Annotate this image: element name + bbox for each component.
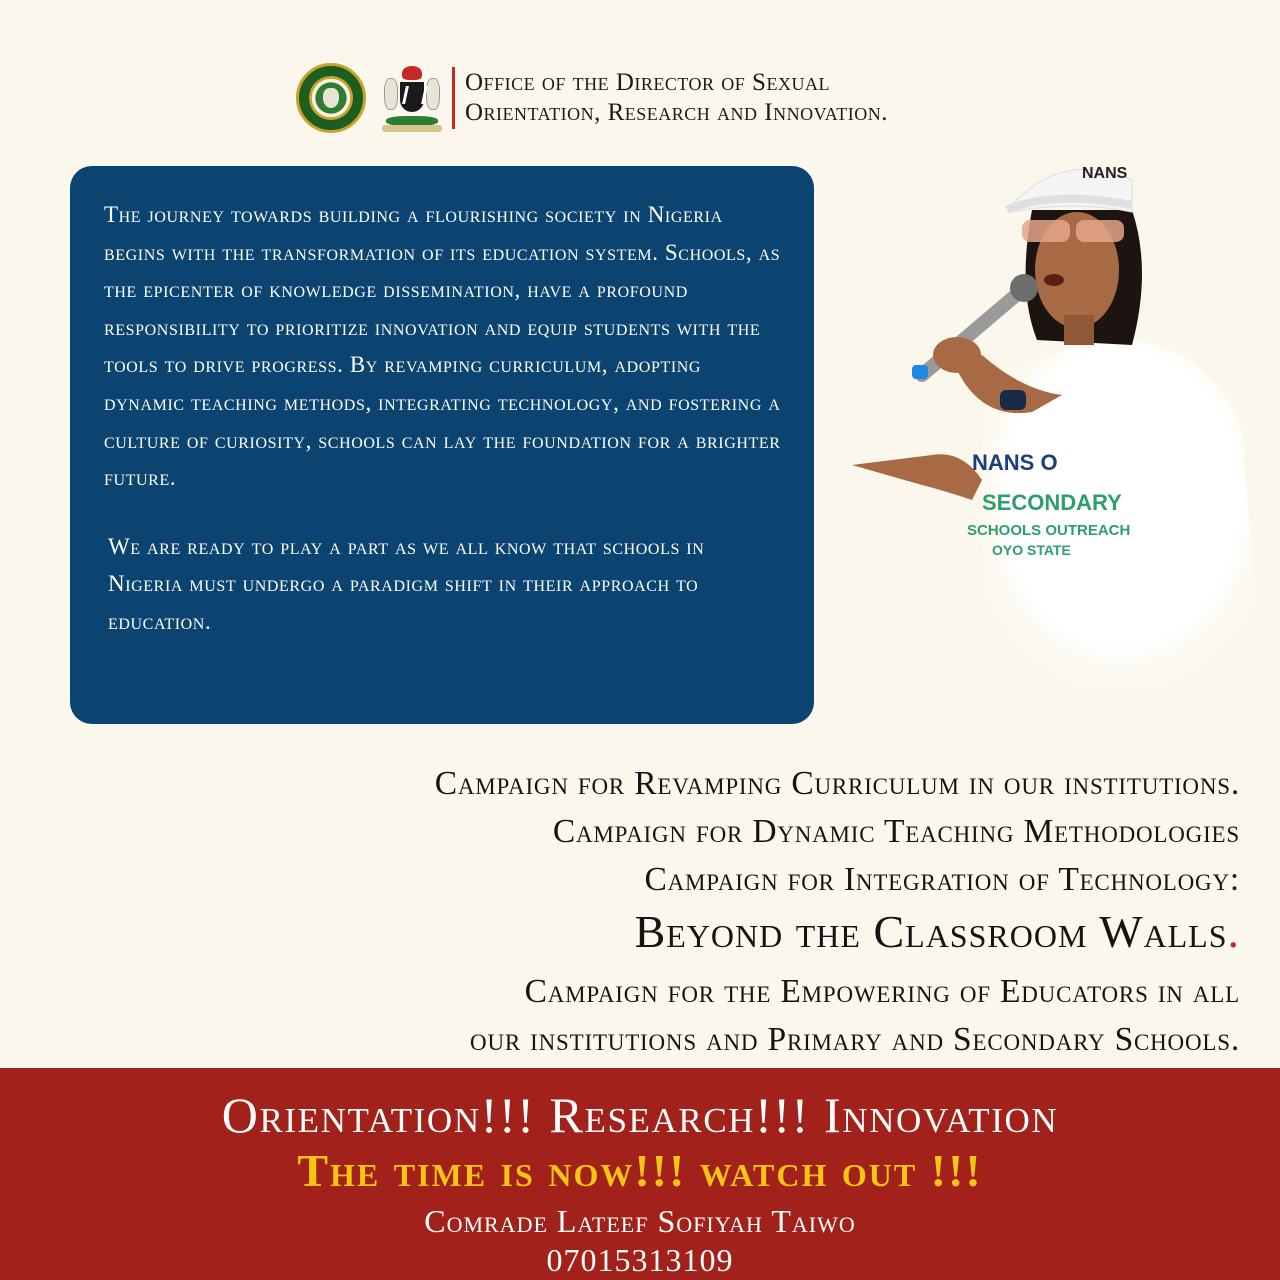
campaign-list [140, 760, 1240, 1064]
shirt-print-line-2: SECONDARY [982, 490, 1122, 515]
footer-banner [0, 1068, 1280, 1280]
pointing-hand [852, 454, 982, 500]
header [296, 64, 888, 132]
campaign-headline [140, 904, 1240, 960]
message-paragraph-2: We are ready to play a part as we all know that schools in Nigeria must undergo a paradigm shift in their approach to education. [108, 533, 705, 634]
shirt-print-line-3: SCHOOLS OUTREACH [967, 522, 1131, 539]
campaign-line-6: our institutions and Primary and Secondary Schools. [470, 1021, 1240, 1058]
campaign-headline-period: . [1227, 906, 1240, 957]
message-panel [70, 166, 814, 724]
shirt-print-line-1: NANS O [972, 450, 1058, 475]
campaign-headline-text: Beyond the Classroom Walls [634, 906, 1228, 957]
campaign-line-2: Campaign for Dynamic Teaching Methodologies [552, 813, 1240, 850]
speaker-photo [832, 150, 1280, 710]
campaign-line-1: Campaign for Revamping Curriculum in our institutions. [434, 765, 1240, 802]
cap-text: NANS [1082, 165, 1128, 182]
footer-phone: 07015313109 [546, 1242, 734, 1278]
footer-slogan: Orientation!!! Research!!! Innovation [221, 1087, 1059, 1143]
shirt-print-line-4: OYO STATE [992, 542, 1071, 558]
organization-seal-icon [296, 63, 366, 133]
campaign-line-3: Campaign for Integration of Technology: [644, 861, 1240, 898]
footer-call-to-action: The time is now!!! watch out !!! [297, 1145, 983, 1196]
sunglasses [1022, 220, 1070, 242]
office-title: Office of the Director of Sexual Orientation, Research and Innovation. [465, 69, 889, 126]
campaign-line-5: Campaign for the Empowering of Educators in all [524, 973, 1240, 1010]
coat-of-arms-icon [380, 64, 444, 132]
footer-name: Comrade Lateef Sofiyah Taiwo [424, 1203, 856, 1239]
message-paragraph-1: The journey towards building a flourishing society in Nigeria begins with the transformation of its education system. Schools, as the epicenter of knowledge dissemination, have a profound responsibility to prioritize innovation and equip students with the tools to drive progress. By revamping curriculum, adopting dynamic teaching methods, integrating technology, and fostering a culture of curiosity, schools can lay the foundation for a brighter future. [104, 202, 781, 491]
header-divider [452, 67, 455, 129]
